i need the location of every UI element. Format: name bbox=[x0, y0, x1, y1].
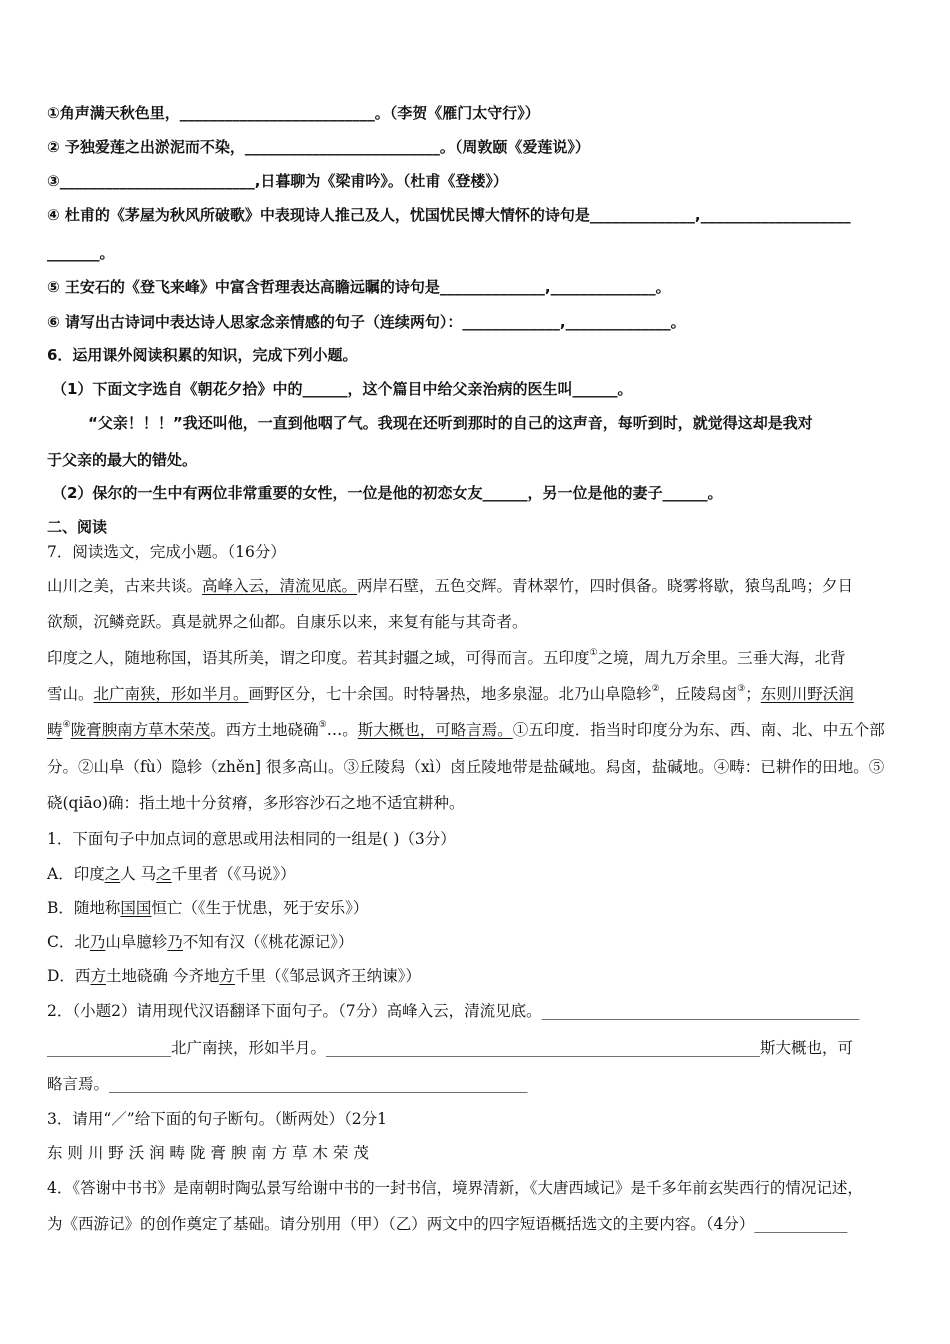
underlined-text: 斯大概也，可略言焉。 bbox=[357, 721, 513, 739]
text-segment: 山阜臆轸 bbox=[105, 933, 168, 951]
text-line bbox=[47, 864, 296, 884]
text-segment: 千里者（《马说》） bbox=[171, 865, 296, 883]
text-segment: 于父亲的最大的错处。 bbox=[47, 451, 198, 469]
text-segment: 硗(qiāo)确：指土地十分贫瘠，多形容沙石之地不适宜耕种。 bbox=[47, 794, 465, 812]
answer-blank-text: ①角声满天秋色里，__________________________。（李贺《雁门太守行》） bbox=[47, 104, 540, 122]
text-line bbox=[47, 542, 286, 562]
text-segment: 千里（《邹忌讽齐王纳谏》） bbox=[234, 967, 421, 985]
text-line bbox=[47, 898, 368, 918]
underlined-text: 乃 bbox=[167, 933, 183, 951]
text-segment: ，丘陵舄卤 bbox=[659, 685, 738, 703]
text-segment: 6．运用课外阅读积累的知识，完成下列小题。 bbox=[47, 346, 358, 364]
text-line bbox=[47, 1214, 847, 1234]
text-line bbox=[47, 312, 686, 332]
footnote-marker: ⑤ bbox=[318, 720, 327, 730]
text-segment: 欲颓，沉鳞竞跃。真是就界之仙都。自康乐以来，来复有能与其奇者。 bbox=[47, 613, 528, 631]
text-segment: …。 bbox=[326, 721, 358, 739]
text-line bbox=[47, 612, 528, 632]
text-line bbox=[47, 450, 197, 470]
text-line bbox=[47, 1178, 863, 1198]
answer-blank-text: （1）下面文字选自《朝花夕拾》中的______，这个篇目中给父亲治病的医生叫______。 bbox=[52, 380, 633, 398]
text-line bbox=[47, 171, 508, 191]
text-line bbox=[47, 277, 671, 297]
footnote-marker: ② bbox=[651, 684, 660, 694]
text-segment: 1．下面句子中加点词的意思或用法相同的一组是( )（3分） bbox=[47, 830, 456, 848]
underlined-text: 高峰入云，清流见底。 bbox=[202, 577, 358, 595]
text-line bbox=[47, 205, 851, 225]
footnote-marker: ③ bbox=[737, 684, 746, 694]
answer-blank-text: 为《西游记》的创作奠定了基础。请分别用（甲）（乙）两文中的四字短语概括选文的主要内容。（4分）____________ bbox=[47, 1215, 848, 1233]
text-line bbox=[47, 103, 540, 123]
text-line bbox=[47, 1001, 859, 1021]
text-line bbox=[47, 137, 590, 157]
text-segment: 雪山。 bbox=[47, 685, 94, 703]
text-line bbox=[47, 1038, 853, 1058]
footnote-marker: ④ bbox=[62, 720, 71, 730]
answer-blank-text: 2．（小题2）请用现代汉语翻译下面句子。（7分）高峰入云，清流见底。_________________________________________ bbox=[47, 1002, 860, 1020]
text-segment: ①五印度．指当时印度分为东、西、南、北、中五个部 bbox=[512, 721, 885, 739]
underlined-text: 之 bbox=[156, 865, 172, 883]
text-segment: 恒亡（《生于忧患，死于安乐》） bbox=[151, 899, 369, 917]
text-line bbox=[47, 648, 846, 668]
answer-blank-text: ⑥ 请写出古诗词中表达诗人思家念亲情感的句子（连续两句）：_____________,______________。 bbox=[47, 313, 686, 331]
text-line bbox=[88, 413, 813, 433]
text-segment: 3．请用“／”给下面的句子断句。（断两处）（2分1 bbox=[47, 1110, 387, 1128]
text-segment: 人 马 bbox=[120, 865, 157, 883]
text-segment: ； bbox=[745, 685, 761, 703]
text-segment: 两岸石壁，五色交辉。青林翠竹，四时俱备。晓雾将歇，猿鸟乱鸣；夕日 bbox=[357, 577, 854, 595]
text-line bbox=[47, 829, 456, 849]
text-line bbox=[47, 684, 854, 704]
underlined-text: 东则川野沃润 bbox=[760, 685, 854, 703]
text-segment: 7．阅读选文，完成小题。（16分） bbox=[47, 543, 286, 561]
text-line bbox=[47, 243, 115, 263]
answer-blank-text: （2）保尔的一生中有两位非常重要的女性，一位是他的初恋女友______，另一位是他的妻子______。 bbox=[52, 484, 723, 502]
text-line bbox=[47, 576, 853, 596]
text-segment: 山川之美，古来共谈。 bbox=[47, 577, 203, 595]
underlined-text: 方 bbox=[219, 967, 235, 985]
text-segment: 4．《答谢中书书》是南朝时陶弘景写给谢中书的一封书信，境界清新，《大唐西域记》是千多年前玄奘西行的情况记述， bbox=[47, 1179, 863, 1197]
text-segment: 画野区分，七十余国。时特暑热，地多泉湿。北乃山阜隐轸 bbox=[248, 685, 652, 703]
text-segment: 印度之人，随地称国，语其所美，谓之印度。若其封疆之域，可得而言。五印度 bbox=[47, 649, 590, 667]
text-segment: 之境，周九万余里。三垂大海，北背 bbox=[597, 649, 846, 667]
underlined-text: 北广南狭，形如半月。 bbox=[93, 685, 249, 703]
underlined-text: 方 bbox=[90, 967, 106, 985]
footnote-marker: ① bbox=[589, 648, 598, 658]
underlined-text: 国国 bbox=[120, 899, 152, 917]
text-segment: A．印度 bbox=[47, 865, 105, 883]
text-line bbox=[47, 720, 885, 740]
text-line bbox=[47, 517, 107, 537]
text-line bbox=[47, 1143, 369, 1163]
text-line bbox=[47, 345, 357, 365]
text-line bbox=[52, 379, 632, 399]
answer-blank-text: ② 予独爱莲之出淤泥而不染，__________________________。（周敦颐《爱莲说》） bbox=[47, 138, 590, 156]
text-segment: “父亲！！！”我还叫他，一直到他咽了气。我现在还听到那时的自己的这声音，每听到时，就觉得这却是我对 bbox=[88, 414, 813, 432]
answer-blank-text: ________________北广南挟，形如半月。________________________________________________________斯大概也，可 bbox=[47, 1039, 854, 1057]
answer-blank-text: 略言焉。______________________________________________________ bbox=[47, 1075, 528, 1093]
text-line bbox=[47, 793, 465, 813]
text-segment: 土地硗确 今齐地 bbox=[105, 967, 220, 985]
underlined-text: 乃 bbox=[89, 933, 106, 951]
text-segment: D．西 bbox=[47, 967, 91, 985]
text-line bbox=[47, 757, 884, 777]
answer-blank-text: ⑤ 王安石的《登飞来峰》中富含哲理表达高瞻远瞩的诗句是______________,______________。 bbox=[47, 278, 671, 296]
text-line bbox=[47, 1109, 387, 1129]
answer-blank-text: ③__________________________,日暮聊为《梁甫吟》。（杜甫《登楼》） bbox=[47, 172, 508, 190]
text-segment: C．北 bbox=[47, 933, 90, 951]
text-segment: 东 则 川 野 沃 润 畴 陇 膏 腴 南 方 草 木 荣 茂 bbox=[47, 1144, 369, 1162]
text-line bbox=[47, 966, 421, 986]
text-segment: 不知有汉（《桃花源记》） bbox=[182, 933, 354, 951]
text-segment: 二、阅读 bbox=[47, 518, 108, 536]
text-line bbox=[47, 1074, 528, 1094]
text-line bbox=[47, 932, 353, 952]
underlined-text: 之 bbox=[104, 865, 121, 883]
text-segment: 。西方土地硗确 bbox=[210, 721, 319, 739]
text-segment: 分。②山阜（fù）隐轸（zhěn] 很多高山。③丘陵舄（xì）卤丘陵地带是盐碱地。舄卤，盐碱地。④畴：已耕作的田地。⑤ bbox=[47, 758, 885, 776]
underlined-text: 陇膏腴南方草木荣茂 bbox=[70, 721, 211, 739]
answer-blank-text: ④ 杜甫的《茅屋为秋风所破歌》中表现诗人推己及人，忧国忧民博大情怀的诗句是______________,____________________ bbox=[47, 206, 851, 224]
text-segment: B．随地称 bbox=[47, 899, 121, 917]
answer-blank-text: _______。 bbox=[47, 244, 115, 262]
text-line bbox=[52, 483, 722, 503]
underlined-text: 畴 bbox=[47, 721, 63, 739]
